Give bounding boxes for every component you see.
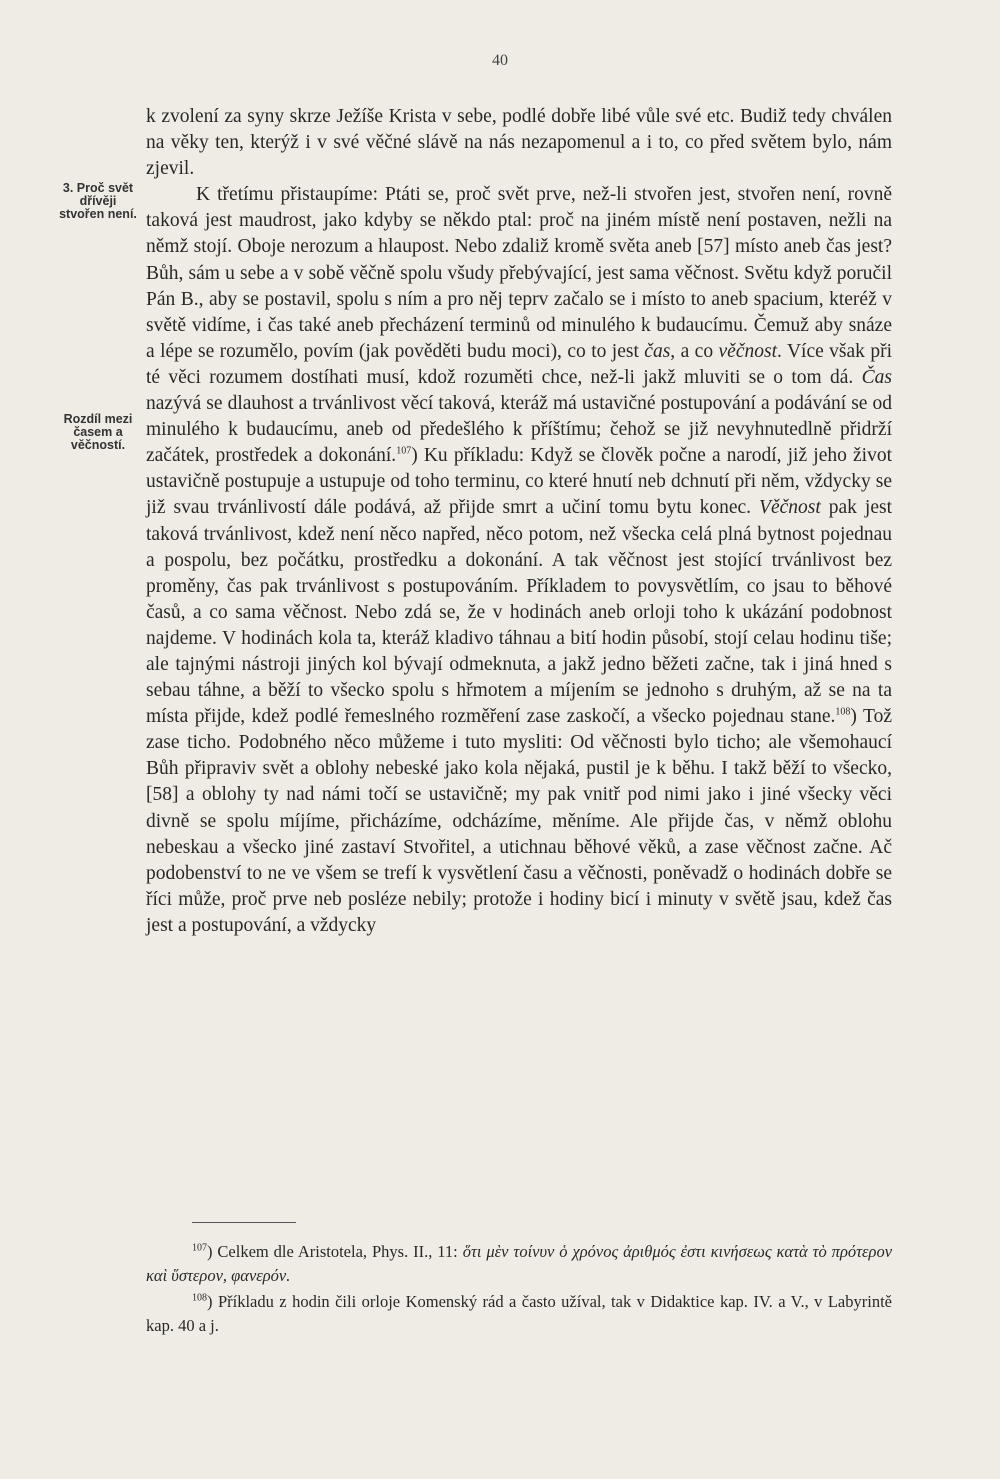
footnote-number: 108 <box>192 1292 207 1304</box>
emphasis-cas-2: Čas <box>861 366 892 388</box>
emphasis-cas: čas <box>644 340 671 362</box>
text-run: ) Ku příkladu: Když se člověk počne a narodí, již jeho život ustavičně postupuje a ustupuje od toho terminu, co které hnutí neb dchnutí při něm, vždycky se již svau trvánlivostí dále podává, až přijde smrt a učiní tomu bytu konec. <box>146 445 892 519</box>
footnote-number: 107 <box>192 1242 207 1254</box>
text-run: ) Tož zase ticho. Podobného něco můžeme i tuto mysliti: Od věčnosti bylo ticho; ale všemohaucí Bůh připraviv svět a oblohy nebeské jako kola nějaká, pustil je k běhu. I takž běží to všecko, [58] a oblohy ty nad námi točí se ustavičně; my pak vnitř pod nimi jako i jiné všecky věci divně se spolu míjíme, přicházíme, odcházíme, měníme. Ale přijde čas, v němž oblohu nebeskau a všecko jiné zastaví Stvořitel, a utichnau běhové věků, a zase věčnost začne. Ač podobenství to ne ve všem se trefí k vysvětlení času a věčnosti, poněvadž o hodinách dobře se říci může, proč prve neb posléze nebily; protože i hodiny bicí i minuty v světě jsau, kdež čas jest a postupování, a vždycky <box>146 706 892 936</box>
emphasis-vecnost-2: Věčnost <box>759 497 821 519</box>
text-run: pak jest taková trvánlivost, kdež není něco napřed, něco potom, než všecka celá plná bytnost pojednau a pospolu, bez počátku, prostředku a dokonání. A tak věčnost jest stojící trvánlivost bez proměny, čas pak trvánlivost s postupováním. Příkladem to povysvětlím, co jsau to běhové časů, a co sama věčnost. Nebo zdá se, že v hodinách aneb orloji toho k ukázání podobnost najdeme. V hodinách kola ta, kteráž kladivo táhnau a bití hodin působí, stojí celau hodinu tiše; ale tajnými nástroji jiných kol bývají odmeknuta, a jakž jedno běžeti začne, tak i jiná hned s sebau táhne, a běží to všecko spolu s hřmotem a míjením se jednoho s druhým, až se na ta místa přijde, kdež podlé řemeslného rozměření zase zaskočí, a všecko pojednau stane. <box>146 497 892 728</box>
footnote-text: ) Příkladu z hodin čili orloje Komenský rád a často užíval, tak v Didaktice kap. IV. a V., v Labyrintě kap. 40 a j. <box>146 1292 892 1335</box>
footnotes <box>146 1240 892 1340</box>
margin-note-why-world: 3. Proč svět dřívěji stvořen není. <box>59 181 137 221</box>
paragraph-2 <box>146 182 892 939</box>
footnote-ref-107[interactable]: 107 <box>396 445 412 457</box>
footnote-ref-108[interactable]: 108 <box>835 706 851 718</box>
text-run: , a co <box>670 340 719 362</box>
footnote-108 <box>146 1290 892 1338</box>
footnote-divider <box>192 1222 296 1223</box>
text-run: . Více však při té věci rozumem dostíhati musí, kdož rozuměti chce, než-li jakž mluviti se o tom dá. <box>146 340 893 388</box>
emphasis-vecnost: věčnost <box>718 340 777 362</box>
footnote-greek-quote: ὅτι μὲν τοίνυν ὁ χρόνος ἀριθμός ἐστι κινήσεως κατὰ τὸ πρότερον καὶ ὕστερον, φανερόν. <box>146 1242 893 1285</box>
page-number: 40 <box>492 52 508 69</box>
footnote-text: ) Celkem dle Aristotela, Phys. II., 11: <box>207 1242 463 1261</box>
body-text <box>146 104 892 939</box>
paragraph-1: k zvolení za syny skrze Ježíše Krista v sebe, podlé dobře libé vůle své etc. Budiž tedy chválen na věky ten, kterýž i v své věčné slávě na nás nezapomenul a i to, co před světem bylo, nám zjevil. <box>146 106 892 180</box>
footnote-107 <box>146 1240 892 1288</box>
text-run: K třetímu přistaupíme: Ptáti se, proč svět prve, než-li stvořen jest, stvořen není, rovně taková jest maudrost, jako kdyby se někdo ptal: proč na jiném místě není postaven, nežli na němž stojí. Oboje nerozum a hlaupost. Nebo zdaliž kromě světa aneb [57] místo aneb čas jest? Bůh, sám u sebe a v sobě věčně spolu všudy přebývající, jest sama věčnost. Světu když poručil Pán B., aby se postavil, spolu s ním a pro něj teprv začalo se i místo to aneb spacium, kteréž v světě vidíme, i čas také aneb přecházení terminů od minulého k budaucímu. Čemuž aby snáze a lépe se rozumělo, povím (jak pověděti budu moci), co to jest <box>146 184 892 362</box>
text-run: nazývá se dlauhost a trvánlivost věcí taková, kteráž má ustavičné postupování a podávání se od minulého k budaucímu, aneb od předešlého k příštímu; čehož se již nevyhnutedlně přidrží začátek, prostředek a dokonání. <box>146 393 892 467</box>
margin-note-time-eternity: Rozdíl mezi časem a věčností. <box>63 412 133 452</box>
